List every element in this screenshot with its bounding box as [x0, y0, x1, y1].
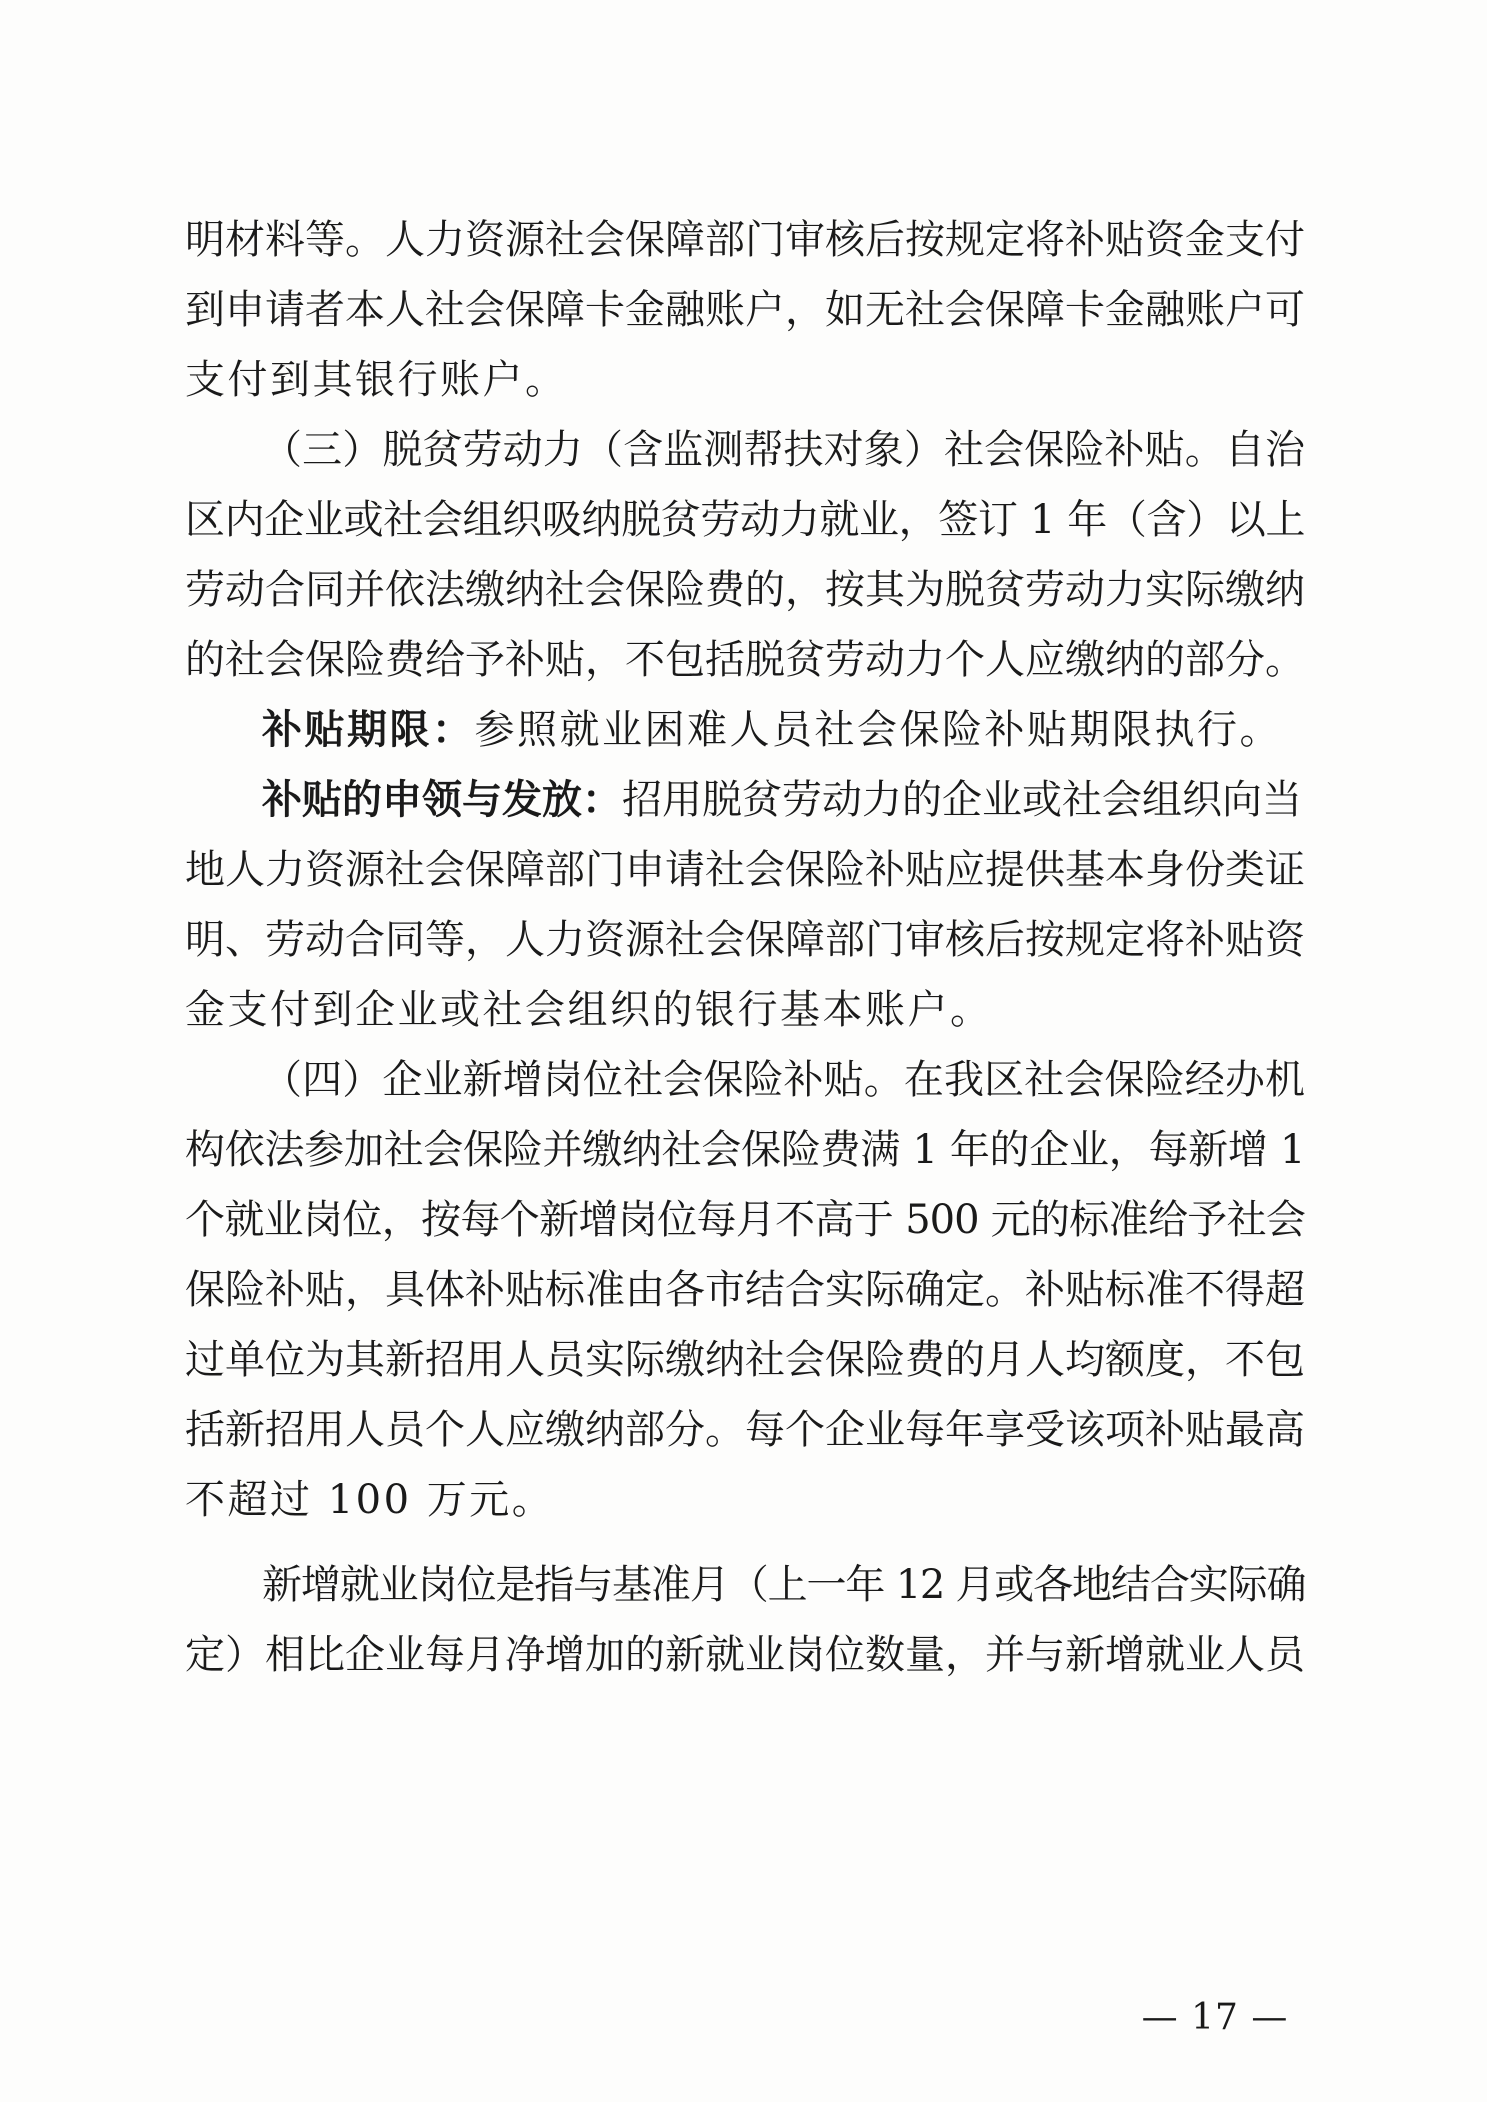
text-line: 构依法参加社会保险并缴纳社会保险费满 1 年的企业，每新增 1: [185, 1127, 1305, 1173]
text-line: 明材料等。人力资源社会保障部门审核后按规定将补贴资金支付: [185, 217, 1305, 263]
section-heading-3: （三）脱贫劳动力（含监测帮扶对象）社会保险补贴。自治: [262, 427, 1305, 473]
page-number: — 17 —: [1141, 1997, 1289, 2038]
text-line: 定）相比企业每月净增加的新就业岗位数量，并与新增就业人员: [185, 1632, 1305, 1678]
subsidy-period-paragraph: [262, 690, 1305, 770]
text-line: 的社会保险费给予补贴，不包括脱贫劳动力个人应缴纳的部分。: [185, 637, 1305, 683]
text-line: 劳动合同并依法缴纳社会保险费的，按其为脱贫劳动力实际缴纳: [185, 567, 1305, 613]
text-line: 金支付到企业或社会组织的银行基本账户。: [185, 987, 993, 1033]
application-paragraph: [262, 760, 1305, 840]
text-line: 明、劳动合同等，人力资源社会保障部门审核后按规定将补贴资: [185, 917, 1305, 963]
application-text: 招用脱贫劳动力的企业或社会组织向当: [622, 777, 1302, 823]
text-line: 地人力资源社会保障部门申请社会保险补贴应提供基本身份类证: [185, 847, 1305, 893]
text-line: 区内企业或社会组织吸纳脱贫劳动力就业，签订 1 年（含）以上: [185, 497, 1305, 543]
text-line: 新增就业岗位是指与基准月（上一年 12 月或各地结合实际确: [262, 1562, 1305, 1608]
subsidy-period-label: 补贴期限：: [262, 707, 475, 753]
text-line: 支付到其银行账户。: [185, 357, 568, 403]
text-line: 到申请者本人社会保障卡金融账户，如无社会保障卡金融账户可: [185, 287, 1305, 333]
text-line: 保险补贴，具体补贴标准由各市结合实际确定。补贴标准不得超: [185, 1267, 1305, 1313]
text-line: 不超过 100 万元。: [185, 1477, 555, 1523]
text-line: 个就业岗位，按每个新增岗位每月不高于 500 元的标准给予社会: [185, 1197, 1305, 1243]
text-line: 过单位为其新招用人员实际缴纳社会保险费的月人均额度，不包: [185, 1337, 1305, 1383]
application-label: 补贴的申领与发放：: [262, 777, 622, 823]
section-heading-4: （四）企业新增岗位社会保险补贴。在我区社会保险经办机: [262, 1057, 1305, 1103]
text-line: 括新招用人员个人应缴纳部分。每个企业每年享受该项补贴最高: [185, 1407, 1305, 1453]
subsidy-period-text: 参照就业困难人员社会保险补贴期限执行。: [474, 707, 1282, 753]
